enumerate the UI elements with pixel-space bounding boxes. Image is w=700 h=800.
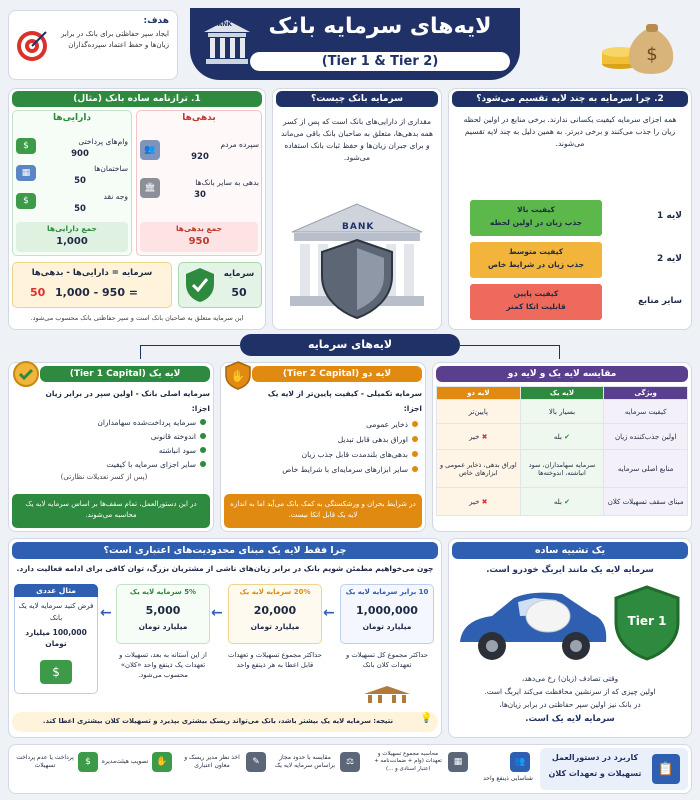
check-icon: ✔ [564, 497, 571, 506]
svg-text:✋: ✋ [230, 369, 246, 383]
layer-2-line1: کیفیت متوسط [508, 247, 564, 256]
why-text: همه اجزای سرمایه کیفیت یکسانی ندارند. برخی منابع در اولین لحظه زیان را جذب می‌کنند و برخی دیرتر. به همین دلیل به چند لایه تقسیم می‌شوند. [463, 115, 677, 148]
layer-3-label: سایر منابع [638, 296, 682, 306]
capital-formula: سرمایه = دارایی‌ها - بدهی‌ها [31, 268, 153, 278]
liability-label-2: بدهی به سایر بانک‌ها [195, 178, 259, 187]
cash-icon: $ [16, 138, 36, 154]
cross-icon: ✖ [481, 432, 488, 441]
compare-table [436, 386, 688, 516]
compare-row-4-tier1: بله [553, 497, 562, 506]
why-limit-header: چرا فقط لایه یک مبنای محدودیت‌های اعتباری است؟ [12, 542, 438, 559]
compare-row-1-tier2: پایین‌تر [437, 400, 521, 424]
step-2-desc: حداکثر مجموع تسهیلات و تعهدات قابل اعطا به هر ذینفع واحد [228, 651, 322, 670]
step-3-title: 10 برابر سرمایه لایه یک [345, 588, 429, 596]
asset-value-3: 50 [74, 204, 86, 214]
layer-3-line1: کیفیت پایین [513, 289, 559, 298]
what-header: سرمایه بانک چیست؟ [276, 91, 438, 107]
step-2-title: 20% سرمایه لایه یک [239, 588, 311, 596]
bottom-item-5: تصویب هیئت‌مدیره [101, 758, 149, 765]
compare-row-2-tier1-cell [520, 424, 604, 450]
money-bag-icon [590, 16, 690, 76]
layer-1-line1: کیفیت بالا [517, 205, 555, 214]
liability-value-2: 30 [194, 190, 206, 200]
tier1-item-2-text: اندوخته قانونی [150, 432, 196, 441]
tier2-item-4-text: سایر ابزارهای سرمایه‌ای با شرایط خاص [282, 465, 408, 474]
bank-sign-text: BANK [213, 21, 232, 28]
clipboard-icon: 📋 [652, 754, 680, 784]
compare-row-4-tier2-cell [437, 488, 521, 516]
asset-label-2: ساختمان‌ها [94, 164, 128, 173]
asset-label-1: وام‌های پرداختی [78, 137, 128, 146]
compare-row-4-feature: مبنای سقف تسهیلات کلان [604, 488, 688, 516]
analogy-line-3: در بانک نیز اولین سپر حفاظتی در برابر زیان‌ها، [499, 700, 641, 709]
tier1-item-4 [12, 460, 206, 469]
compare-row-1-feature: کیفیت سرمایه [604, 400, 688, 424]
compare-row-2-tier1: بله [553, 432, 562, 441]
analogy-line-2: اولین چیزی که از سرنشین محافظت می‌کند ایربگ است. [484, 687, 656, 696]
step-3-desc: حداکثر مجموع کل تسهیلات و تعهدات کلان بانک [345, 651, 429, 670]
compare-row-2-tier2-cell [437, 424, 521, 450]
step-1-title: 5% سرمایه لایه یک [129, 588, 197, 596]
bottom-item-4: اخذ نظر مدیر ریسک و معاون اعتباری [184, 754, 240, 770]
tier2-subtitle: سرمایه تکمیلی - کیفیت پایین‌تر از لایه یک [267, 389, 422, 398]
money-bag-small-icon: $ [78, 752, 98, 772]
cash-stack-icon: $ [40, 660, 72, 684]
why-header: 2. چرا سرمایه به چند لایه تقسیم می‌شود؟ [452, 91, 688, 107]
tier1-badge-text: Tier 1 [627, 614, 667, 628]
calc-result: 50 [30, 286, 46, 299]
step-2-value: 20,000 [253, 604, 297, 617]
tier2-item-1 [224, 420, 418, 429]
goal-card [8, 10, 178, 80]
compare-row-3-tier1: سرمایه سهامداران، سود انباشته، اندوخته‌ها [520, 450, 604, 488]
tier1-footer: در این دستورالعمل، تمام سقف‌ها بر اساس سرمایه لایه یک محاسبه می‌شوند. [12, 494, 210, 528]
target-icon [15, 29, 49, 63]
bottom-title-1: کاربرد در دستورالعمل [551, 753, 639, 762]
tier1-item-2 [12, 432, 206, 441]
tier2-item-1-text: ذخایر عمومی [366, 420, 408, 429]
hand-money-icon: ✋ [152, 752, 172, 772]
money-icon: $ [16, 193, 36, 209]
shield-check-icon [184, 266, 216, 304]
svg-text:$: $ [646, 44, 658, 65]
compare-row-3-feature: منابع اصلی سرمایه [604, 450, 688, 488]
tier1-subtitle: سرمایه اصلی بانک - اولین سپر در برابر زیان [45, 389, 210, 398]
connector-line-2 [460, 345, 560, 359]
analogy-header: یک تشبیه ساده [452, 542, 688, 559]
step-2-unit: میلیارد تومان [250, 622, 300, 631]
capital-value: 50 [231, 286, 247, 299]
connector-line [140, 345, 240, 359]
calculator-icon: ▦ [448, 752, 468, 772]
car-airbag-illustration [452, 580, 612, 672]
bank-label: BANK [342, 222, 375, 232]
tier2-header: لایه دو (Tier 2 Capital) [252, 366, 422, 382]
layer-2-label: لایه 2 [657, 254, 682, 264]
liability-value-1: 920 [191, 152, 209, 162]
liabilities-total-label: جمع بدهی‌ها [175, 224, 223, 233]
compare-col-tier2: لایه دو [437, 387, 521, 400]
tier1-item-1 [12, 418, 206, 427]
compare-row-4-tier1-cell [520, 488, 604, 516]
compare-col-tier1: لایه یک [520, 387, 604, 400]
tier2-item-2-text: اوراق بدهی قابل تبدیل [337, 435, 408, 444]
cross-icon: ✖ [481, 497, 488, 506]
bank-shield-illustration [282, 200, 432, 324]
asset-value-1: 900 [71, 149, 89, 159]
liability-label-1: سپرده مردم [220, 140, 259, 149]
step-1-unit: میلیارد تومان [138, 622, 188, 631]
approval-icon: ✎ [246, 752, 266, 772]
step-1-value: 5,000 [145, 604, 181, 617]
balance-header: 1. ترازنامه ساده بانک (مثال) [12, 91, 262, 107]
page-subtitle: (Tier 1 & Tier 2) [250, 52, 510, 71]
goal-text: ایجاد سپر حفاظتی برای بانک در برابر زیان‌ها و حفظ اعتماد سپرده‌گذاران [61, 30, 169, 49]
bottom-item-6: پرداخت یا عدم پرداخت تسهیلات [16, 754, 74, 770]
bottom-item-1: شناسایی ذینفع واحد [483, 775, 533, 782]
asset-value-2: 50 [74, 176, 86, 186]
arrow-icon-3: ← [100, 605, 112, 621]
tier2-item-4 [224, 465, 418, 474]
layer-3-line2: قابلیت اتکا کمتر [506, 302, 566, 311]
tier1-item-4-text: سایر اجزای سرمایه با کیفیت [106, 460, 196, 469]
step-3-value: 1,000,000 [356, 604, 418, 617]
layer-1-label: لایه 1 [657, 211, 682, 221]
analogy-line-4: سرمایه لایه یک است. [525, 714, 615, 724]
compare-col-feature: ویژگی [604, 387, 688, 400]
compare-row-2-feature: اولین جذب‌کننده زیان [604, 424, 688, 450]
compare-row-1-tier1: بسیار بالا [520, 400, 604, 424]
tier2-parts-label: اجزا: [403, 404, 422, 413]
check-icon: ✔ [564, 432, 571, 441]
tier2-medal-icon [224, 360, 252, 390]
arrow-icon-1: ← [323, 605, 335, 621]
what-text: مقداری از دارایی‌های بانک است که پس از کسر همه بدهی‌ها، متعلق به صاحبان بانک باقی می‌ماند و برای جبران زیان‌ها و حفظ ثبات بانک استفاده می‌شود. [281, 117, 433, 162]
example-line-1: فرض کنید سرمایه لایه یک [18, 602, 94, 610]
tier1-header: لایه یک (Tier 1 Capital) [40, 366, 210, 382]
balance-note: این سرمایه متعلق به صاحبان بانک است و سپر حفاظتی بانک محسوب می‌شود. [30, 314, 244, 322]
why-limit-intro: چون می‌خواهیم مطمئن شویم بانک در برابر زیان‌های ناشی از مشتریان بزرگ، توان کافی برای ادامه فعالیت دارد. [16, 564, 434, 573]
compare-row-4-tier2: خیر [469, 497, 480, 506]
tier2-footer: در شرایط بحران و ورشکستگی به کمک بانک می‌آید اما به اندازه لایه یک قابل اتکا نیست. [224, 494, 422, 528]
tier1-item-3-text: سود انباشته [158, 446, 196, 455]
layer-2-line2: جذب زیان در شرایط خاص [487, 260, 584, 269]
tier1-parts-label: اجزا: [191, 404, 210, 413]
step-3-unit: میلیارد تومان [362, 622, 412, 631]
assets-total-value: 1,000 [56, 236, 88, 247]
bottom-item-3: مقایسه با حدود مجاز براساس سرمایه لایه یک [274, 754, 336, 770]
assets-total-label: جمع دارایی‌ها [47, 224, 97, 233]
why-limit-note: نتیجه: سرمایه لایه یک بیشتر باشد، بانک می‌تواند ریسک بیشتری بپذیرد و تسهیلات کلان بیشتری اعطا کند. [42, 717, 394, 725]
analogy-title: سرمایه لایه یک مانند ایربگ خودرو است. [486, 565, 654, 575]
tier2-item-3 [224, 450, 418, 459]
analogy-line-1: وقتی تصادف (زیان) رخ می‌دهد، [521, 674, 619, 683]
tier1-item-5: (پس از کسر تعدیلات نظارتی) [60, 473, 148, 481]
goal-label: هدف: [143, 16, 169, 26]
liabilities-title: بدهی‌ها [182, 113, 216, 123]
layer-1-line2: جذب زیان در اولین لحظه [489, 218, 583, 227]
arrow-icon-2: ← [211, 605, 223, 621]
tier2-item-2 [224, 435, 418, 444]
compare-row-2-tier2: خیر [469, 432, 480, 441]
tier2-item-3-text: بدهی‌های بلندمدت قابل جذب زیان [301, 450, 408, 459]
compare-row-3-tier2: اوراق بدهی، ذخایر عمومی و ابزارهای خاص [437, 450, 521, 488]
liabilities-total-value: 950 [188, 236, 210, 247]
buildings-icon: ▦ [16, 165, 36, 181]
people-icon: 👥 [140, 140, 160, 160]
compare-header: مقایسه لایه یک و لایه دو [436, 366, 688, 382]
bottom-item-2: محاسبه مجموع تسهیلات و تعهدات (وام + ضمانت‌نامه + اعتبار اسنادی و ...) [374, 751, 442, 772]
page-title: لایه‌های سرمایه بانک [268, 14, 492, 39]
calc-expression: 1,000 - 950 = [55, 286, 139, 299]
tier1-medal-icon [12, 360, 40, 390]
bank-mini-icon [358, 684, 416, 706]
example-value: 100,000 میلیارد تومان [25, 628, 87, 648]
scales-icon: ⚖ [340, 752, 360, 772]
users-icon: 👥 [510, 752, 530, 772]
lightbulb-icon: 💡 [420, 713, 433, 724]
tier1-item-1-text: سرمایه پرداخت‌شده سهامداران [97, 418, 196, 427]
layers-section-title: لایه‌های سرمایه [307, 338, 393, 351]
example-title: مثال عددی [14, 584, 98, 597]
example-line-2: بانک [49, 614, 63, 622]
bank-small-icon: 🏛 [140, 178, 160, 198]
asset-label-3: وجه نقد [103, 192, 128, 201]
bottom-title-2: تسهیلات و تعهدات کلان [548, 769, 642, 778]
capital-label: سرمایه [223, 269, 255, 279]
assets-title: دارایی‌ها [52, 113, 92, 123]
step-1-desc: از این آستانه به بعد، تسهیلات و تعهدات یک ذینفع واحد «کلان» محسوب می‌شود. [119, 651, 207, 680]
tier1-item-3 [12, 446, 206, 455]
